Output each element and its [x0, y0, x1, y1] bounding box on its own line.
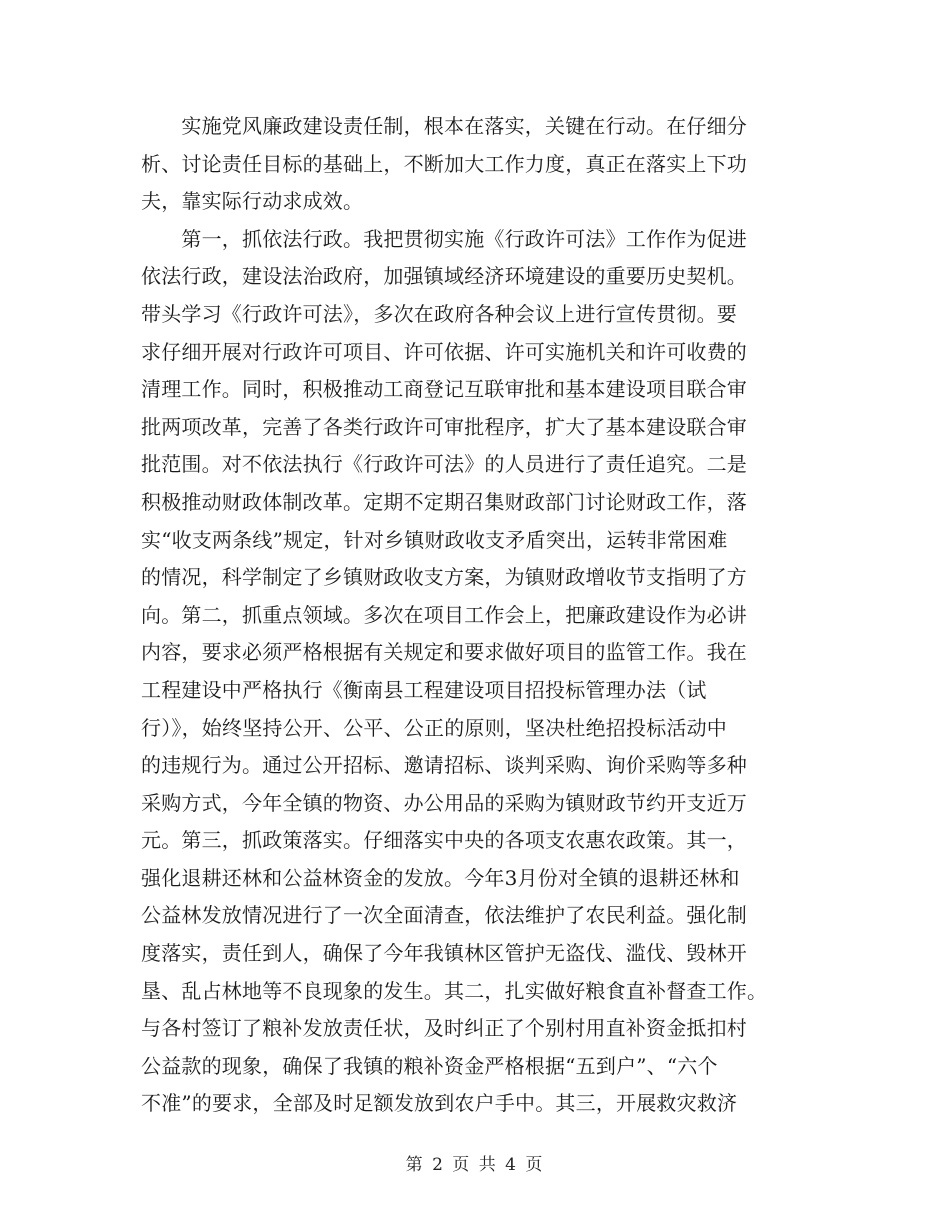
text-line: 度落实，责任到人，确保了今年我镇林区管护无盗伐、滥伐、毁林开 [141, 941, 747, 966]
text-line: 实“收支两条线”规定，针对乡镇财政收支矛盾突出，运转非常困难 [141, 527, 728, 552]
text-line: 积极推动财政体制改革。定期不定期召集财政部门讨论财政工作，落 [141, 489, 747, 514]
text-line: 析、讨论责任目标的基础上，不断加大工作力度，真正在落实上下功 [141, 151, 747, 176]
text-line: 行）》，始终坚持公开、公平、公正的原则，坚决杜绝招投标活动中 [141, 715, 727, 740]
text-line: 采购方式，今年全镇的物资、办公用品的采购为镇财政节约开支近万 [141, 790, 747, 815]
body-text [141, 108, 801, 1123]
text-line: 清理工作。同时，积极推动工商登记互联审批和基本建设项目联合审 [141, 377, 747, 402]
text-line: 公益林发放情况进行了一次全面清查，依法维护了农民利益。强化制 [141, 903, 747, 928]
text-line: 内容，要求必须严格根据有关规定和要求做好项目的监管工作。我在 [141, 640, 747, 665]
text-line: 不准”的要求，全部及时足额发放到农户手中。其三，开展救灾救济 [141, 1091, 738, 1116]
text-line: 带头学习《行政许可法》，多次在政府各种会议上进行宣传贯彻。要 [141, 301, 737, 326]
page-number-footer: 第 2 页 共 4 页 [405, 1155, 545, 1175]
text-line: 工程建设中严格执行《衡南县工程建设项目招投标管理办法（试 [141, 677, 707, 702]
text-line: 向。第二，抓重点领域。多次在项目工作会上，把廉政建设作为必讲 [141, 602, 747, 627]
text-line: 批两项改革，完善了各类行政许可审批程序，扩大了基本建设联合审 [141, 414, 747, 439]
text-line: 的违规行为。通过公开招标、邀请招标、谈判采购、询价采购等多种 [141, 753, 747, 778]
text-line: 强化退耕还林和公益林资金的发放。今年3月份对全镇的退耕还林和 [141, 865, 740, 890]
text-line: 公益款的现象，确保了我镇的粮补资金严格根据“五到户”、“六个 [141, 1053, 718, 1078]
text-line: 元。第三，抓政策落实。仔细落实中央的各项支农惠农政策。其一， [141, 828, 747, 853]
text-line: 垦、乱占林地等不良现象的发生。其二，扎实做好粮食直补督查工作。 [141, 978, 768, 1003]
text-line: 求仔细开展对行政许可项目、许可依据、许可实施机关和许可收费的 [141, 339, 747, 364]
text-line: 批范围。对不依法执行《行政许可法》的人员进行了责任追究。二是 [141, 452, 747, 477]
text-line: 实施党风廉政建设责任制，根本在落实，关键在行动。在仔细分 [141, 114, 747, 138]
text-line: 依法行政，建设法治政府，加强镇域经济环境建设的重要历史契机。 [141, 264, 747, 289]
text-line: 夫，靠实际行动求成效。 [141, 189, 364, 214]
text-line: 的情况，科学制定了乡镇财政收支方案，为镇财政增收节支指明了方 [141, 565, 747, 590]
text-line: 第一，抓依法行政。我把贯彻实施《行政许可法》工作作为促进 [141, 226, 747, 251]
text-line: 与各村签订了粮补发放责任状，及时纠正了个别村用直补资金抵扣村 [141, 1016, 747, 1041]
